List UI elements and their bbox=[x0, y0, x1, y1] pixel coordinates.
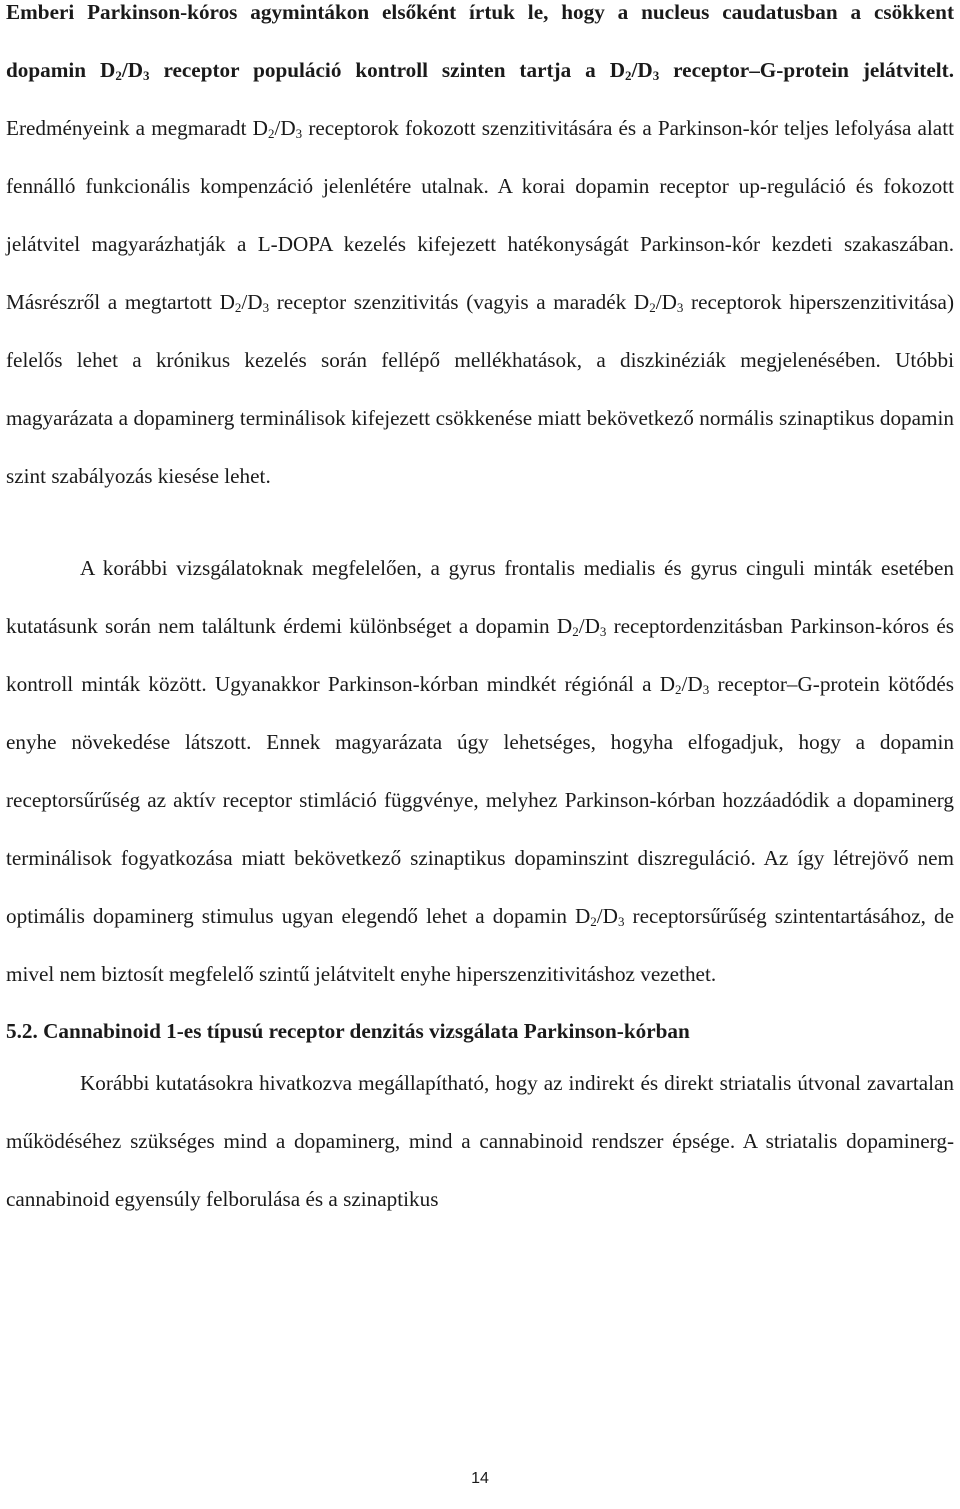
text-run: receptor–G-protein kötődés enyhe növekedése látszott. Ennek magyarázata úgy lehetséges, hogyha elfogadjuk, hogy a dopamin receptorsűrűség az aktív receptor stimláció függvénye, melyhez Parkinson-kórban hozzáadódik a dopaminerg terminálisok fogyatkozása miatt bekövetkező szinaptikus dopaminszint diszreguláció. Az így létrejövő nem optimális dopaminerg stimulus ugyan elegendő lehet a dopamin D bbox=[6, 672, 954, 928]
text-run: A korábbi vizsgálatoknak megfelelően, a gyrus frontalis medialis és gyrus cinguli minták esetében kutatásunk során nem találtunk érdemi különbséget a dopamin D bbox=[6, 556, 954, 638]
text-run: receptorsűrűség szintentartásához, de mivel nem biztosít megfelelő szintű jelátvitelt enyhe hiperszenzitivitáshoz vezethet. bbox=[6, 904, 954, 986]
text-run: receptor–G-protein jelátvitelt. bbox=[659, 58, 954, 82]
paragraph-1-bold-lead bbox=[6, 0, 954, 82]
text-run: Eredményeink a megmaradt D bbox=[6, 116, 268, 140]
text-run: receptordenzitásban Parkinson-kóros és kontroll minták között. Ugyanakkor Parkinson-kórban mindkét régiónál a D bbox=[6, 614, 954, 696]
subscript: 3 bbox=[262, 300, 270, 315]
text-run: /D bbox=[596, 904, 618, 928]
text-run: receptorok fokozott szenzitivitására és a Parkinson-kór teljes lefolyása alatt fennálló funkcionális kompenzáció jelenlétére utalnak. A korai dopamin receptor up-reguláció és fokozott jelátvitel magyarázhatják a L-DOPA kezelés kifejezett hatékonyságát Parkinson-kór kezdeti szakaszában. Másrészről a megtartott D bbox=[6, 116, 954, 314]
text-run: /D bbox=[578, 614, 600, 638]
subscript: 2 bbox=[234, 300, 242, 315]
subscript: 2 bbox=[572, 624, 579, 639]
subscript: 3 bbox=[295, 126, 303, 141]
subscript: 3 bbox=[702, 682, 710, 697]
subscript: 2 bbox=[590, 914, 597, 929]
text-run: /D bbox=[121, 58, 144, 82]
subscript: 3 bbox=[652, 68, 660, 83]
paragraph-3: Korábbi kutatásokra hivatkozva megállapítható, hogy az indirekt és direkt striatalis útvonal zavartalan működéséhez szükséges mind a dopaminerg, mind a cannabinoid rendszer épsége. A striatalis dopaminerg-cannabinoid egyensúly felborulása és a szinaptikus bbox=[6, 1071, 954, 1211]
text-run: receptor populáció kontroll szinten tartja a D bbox=[149, 58, 625, 82]
subscript: 3 bbox=[676, 300, 684, 315]
subscript: 2 bbox=[675, 682, 682, 697]
subscript: 3 bbox=[599, 624, 607, 639]
paragraph-2 bbox=[6, 539, 954, 1003]
section-heading: 5.2. Cannabinoid 1-es típusú receptor denzitás vizsgálata Parkinson-kórban bbox=[6, 1019, 690, 1043]
subscript: 3 bbox=[143, 68, 150, 83]
text-run: /D bbox=[655, 290, 677, 314]
text-run: Emberi Parkinson-kóros agymintákon elsőként írtuk le, hogy a nucleus caudatusban a csökkent dopamin D bbox=[6, 0, 954, 82]
subscript: 2 bbox=[649, 300, 656, 315]
text-run: receptorok hiperszenzitivitása) felelős lehet a krónikus kezelés során fellépő mellékhatások, a diszkinéziák megjelenésében. Utóbbi magyarázata a dopaminerg terminálisok kifejezett csökkenése miatt bekövetkező normális szinaptikus dopamin szint szabályozás kiesése lehet. bbox=[6, 290, 954, 488]
text-run: /D bbox=[681, 672, 703, 696]
subscript: 2 bbox=[115, 68, 122, 83]
text-run: receptor szenzitivitás (vagyis a maradék D bbox=[269, 290, 650, 314]
page-number: 14 bbox=[471, 1470, 489, 1487]
subscript: 3 bbox=[617, 914, 625, 929]
text-run: /D bbox=[241, 290, 263, 314]
subscript: 2 bbox=[267, 126, 275, 141]
paragraph-1 bbox=[6, 0, 954, 505]
text-run: /D bbox=[274, 116, 296, 140]
subscript: 2 bbox=[625, 68, 632, 83]
text-run: /D bbox=[631, 58, 653, 82]
